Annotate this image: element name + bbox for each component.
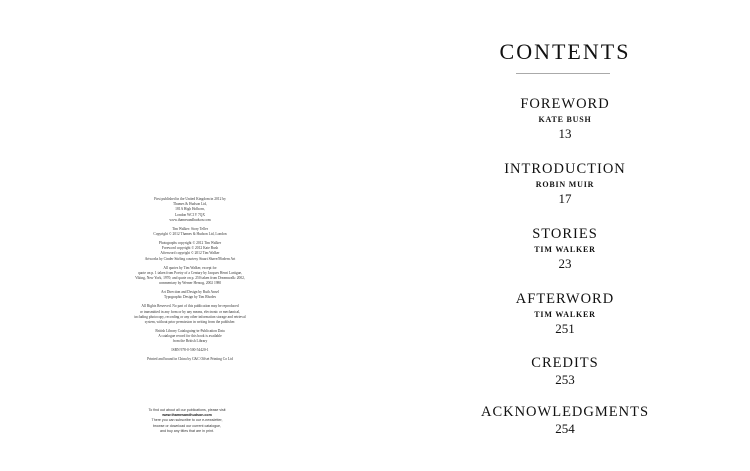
imprint-line: All quotes by Tim Walker, except for — [163, 265, 217, 270]
entry-page-number: 17 — [558, 191, 572, 206]
contents-entry-credits — [435, 355, 695, 387]
imprint-copyrights — [110, 241, 270, 262]
imprint-line: from the British Library — [172, 339, 208, 344]
entry-author: TIM WALKER — [534, 310, 596, 319]
imprint-line: Art Direction and Design by Ruth Ansel — [161, 290, 219, 295]
imprint-printer — [110, 357, 270, 362]
entry-heading: AFTERWORD — [515, 291, 615, 307]
imprint-line: www.thamesandhudson.com — [169, 217, 211, 222]
imprint-line: London WC1V 7QX — [174, 212, 205, 217]
publisher-website-note — [120, 408, 254, 434]
imprint-line: or transmitted in any form or by any means, electronic or mechanical, — [139, 309, 241, 314]
imprint-line: Afterword copyright © 2012 Tim Walker — [160, 251, 220, 256]
imprint-line: Artworks by Cinder Stirling courtesy Stuart Shave/Modern Art — [144, 256, 236, 261]
contents-entry-acknowledgments — [435, 404, 695, 436]
imprint-design — [110, 290, 270, 300]
page-title: CONTENTS — [499, 39, 631, 64]
imprint-line: Photographs copyright © 2012 Tim Walker — [158, 241, 222, 246]
entry-page-number: 13 — [558, 126, 572, 141]
contents-entry-introduction — [435, 161, 695, 206]
imprint-line: A catalogue record for this book is available — [158, 334, 222, 339]
imprint-line: Viking, New York, 1970; and quote on p. 250 taken from Dreamwalk: 2002, — [135, 276, 245, 281]
imprint-line: commentary by Werner Herzog, 2002 1980 — [158, 281, 222, 286]
title-divider — [516, 73, 610, 74]
entry-heading: ACKNOWLEDGMENTS — [480, 404, 650, 420]
imprint-rights — [110, 304, 270, 325]
imprint-line: ISBN 978-0-500-54420-1 — [171, 348, 209, 353]
imprint-line: Tim Walker: Story Teller — [172, 226, 208, 231]
entry-page-number: 251 — [555, 321, 575, 336]
entry-heading: FOREWORD — [520, 96, 610, 112]
imprint-line: including photocopy, recording or any other information storage and retrieval — [134, 314, 246, 319]
imprint-line: British Library Cataloguing-in-Publication Data — [155, 329, 225, 334]
imprint-line: Typographic Design by Tim Rhodes — [163, 295, 217, 300]
contents-page — [375, 0, 750, 471]
imprint-cataloguing — [110, 329, 270, 345]
imprint-publisher — [110, 197, 270, 223]
web-line: and buy any titles that are in print. — [160, 428, 214, 433]
entry-heading: STORIES — [532, 226, 598, 242]
web-line: There you can subscribe to our e-newsletter, — [151, 418, 223, 423]
contents-entry-stories — [435, 226, 695, 271]
entry-page-number: 253 — [555, 372, 575, 387]
imprint-line: quote on p. 1 taken from Poetry of a Century by Jacques Henri Lartigue, — [137, 270, 243, 275]
website-url: www.thamesandhudson.com — [162, 413, 212, 418]
entry-author: ROBIN MUIR — [535, 180, 595, 189]
contents-entry-afterword — [435, 291, 695, 336]
imprint-line: Copyright © 2012 Thames & Hudson Ltd, London — [153, 232, 227, 237]
entry-heading: INTRODUCTION — [504, 161, 626, 177]
imprint-line: 181A High Holborn, — [175, 207, 205, 212]
imprint-line: Printed and bound in China by C&C Offset Printing Co Ltd — [147, 357, 233, 362]
imprint-isbn — [110, 348, 270, 353]
imprint-line: system, without prior permission in writing from the publisher. — [144, 320, 236, 325]
imprint-title-copyright — [110, 227, 270, 237]
imprint-quotes — [110, 266, 270, 287]
imprint-line: Foreword copyright © 2012 Kate Bush — [161, 246, 219, 251]
entry-author: TIM WALKER — [534, 245, 596, 254]
web-line: To find out about all our publications, please visit — [148, 408, 226, 412]
contents-entry-foreword — [435, 96, 695, 141]
entry-heading: CREDITS — [531, 355, 599, 371]
web-line: browse or download our current catalogue, — [152, 423, 222, 428]
entry-page-number: 23 — [558, 256, 572, 271]
entry-author: KATE BUSH — [538, 115, 592, 124]
imprint-line: All Rights Reserved. No part of this publication may be reproduced — [141, 304, 239, 309]
entry-page-number: 254 — [555, 421, 575, 436]
imprint-line: Thames & Hudson Ltd, — [173, 202, 207, 207]
imprint-block — [110, 197, 270, 366]
imprint-line: First published in the United Kingdom in 2012 by — [154, 197, 226, 201]
